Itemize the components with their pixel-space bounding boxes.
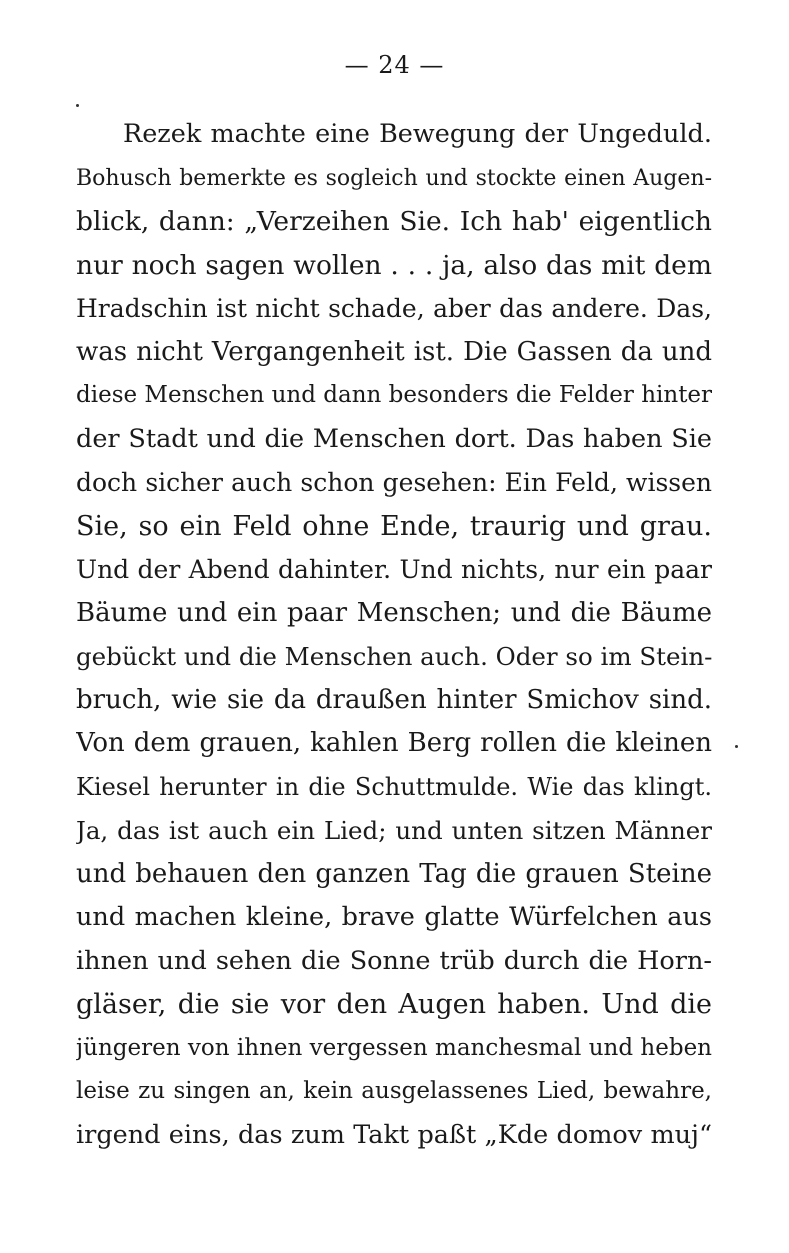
text-line: was nicht Vergangenheit ist. Die Gassen da und <box>76 336 712 367</box>
body-text <box>76 113 712 1157</box>
print-speck <box>735 745 738 748</box>
text-line: Bohusch bemerkte es sogleich und stockte einen Augen- <box>76 165 712 191</box>
text-line: gebückt und die Menschen auch. Oder so im Stein- <box>76 642 712 671</box>
text-line: und machen kleine, brave glatte Würfelchen aus <box>76 902 712 932</box>
text-line: leise zu singen an, kein ausgelassenes Lied, bewahre, <box>76 1078 712 1104</box>
text-line: ihnen und sehen die Sonne trüb durch die Horn- <box>76 945 712 976</box>
text-line: Hradschin ist nicht schade, aber das andere. Das, <box>76 294 712 323</box>
text-line: doch sicher auch schon gesehen: Ein Feld, wissen <box>76 468 712 497</box>
text-line: Kiesel herunter in die Schuttmulde. Wie das klingt. <box>76 772 712 801</box>
text-line: Von dem grauen, kahlen Berg rollen die kleinen <box>76 728 712 758</box>
text-line: diese Menschen und dann besonders die Felder hinter <box>76 382 712 408</box>
text-line: der Stadt und die Menschen dort. Das haben Sie <box>76 423 712 454</box>
text-line: gläser, die sie vor den Augen haben. Und die <box>76 989 712 1020</box>
text-line: Ja, das ist auch ein Lied; und unten sitzen Männer <box>76 816 712 845</box>
text-line: Bäume und ein paar Menschen; und die Bäume <box>76 597 712 628</box>
text-line: Rezek machte eine Bewegung der Ungeduld. <box>123 119 712 149</box>
text-line: bruch, wie sie da draußen hinter Smichov sind. <box>76 684 712 715</box>
text-line: Sie, so ein Feld ohne Ende, traurig und grau. <box>76 510 712 542</box>
text-line: blick, dann: „Verzeihen Sie. Ich hab' eigentlich <box>76 206 712 237</box>
text-line: irgend eins, das zum Takt paßt „Kde domov muj“ <box>76 1119 712 1150</box>
text-line: nur noch sagen wollen . . . ja, also das mit dem <box>76 249 712 281</box>
print-speck <box>76 104 79 107</box>
page-number: — 24 — <box>344 51 445 79</box>
text-line: jüngeren von ihnen vergessen manchesmal und heben <box>76 1034 712 1061</box>
text-line: Und der Abend dahinter. Und nichts, nur ein paar <box>76 555 712 584</box>
text-line: und behauen den ganzen Tag die grauen Steine <box>76 858 712 889</box>
